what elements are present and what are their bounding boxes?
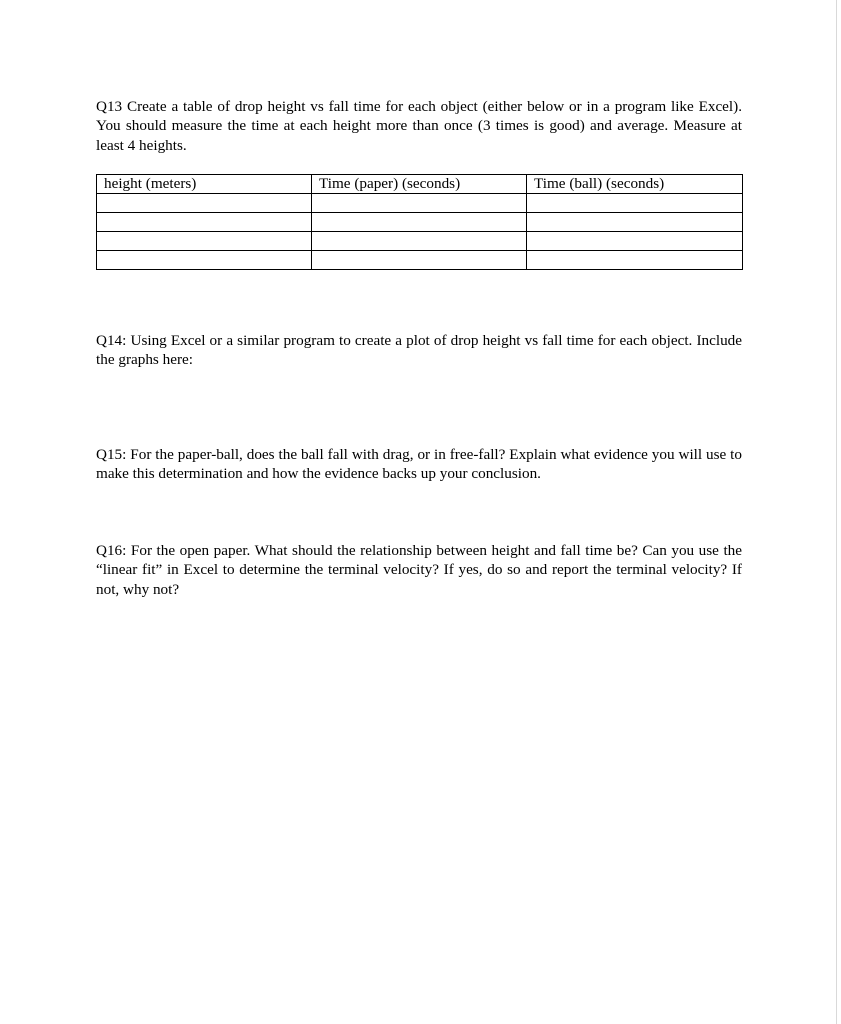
height-time-table (96, 174, 743, 270)
question-15-text: Q15: For the paper-ball, does the ball fall with drag, or in free-fall? Explain what evidence you will use to make this determination and how the evidence backs up your conclusion. (96, 446, 742, 483)
table-cell[interactable] (97, 213, 312, 232)
table-cell[interactable] (97, 232, 312, 251)
header-time-paper: Time (paper) (seconds) (312, 175, 527, 194)
table-cell[interactable] (312, 232, 527, 251)
table-cell[interactable] (312, 251, 527, 270)
question-13-text: Q13 Create a table of drop height vs fall time for each object (either below or in a program like Excel). You should measure the time at each height more than once (3 times is good) and average. Measure at least 4 heights. (96, 98, 742, 154)
table-cell[interactable] (527, 232, 743, 251)
table-row (97, 251, 743, 270)
table-row (97, 213, 743, 232)
table-row (97, 194, 743, 213)
table-cell[interactable] (312, 213, 527, 232)
table-row (97, 232, 743, 251)
header-time-ball: Time (ball) (seconds) (527, 175, 743, 194)
page-edge-divider (836, 0, 837, 1024)
table-cell[interactable] (527, 213, 743, 232)
table-cell[interactable] (97, 194, 312, 213)
table-header-row (97, 175, 743, 194)
table-cell[interactable] (527, 194, 743, 213)
header-height: height (meters) (97, 175, 312, 194)
table-cell[interactable] (97, 251, 312, 270)
table-cell[interactable] (527, 251, 743, 270)
table-cell[interactable] (312, 194, 527, 213)
question-14-text: Q14: Using Excel or a similar program to create a plot of drop height vs fall time for each object. Include the graphs here: (96, 332, 742, 369)
question-16-text: Q16: For the open paper. What should the relationship between height and fall time be? Can you use the “linear fit” in Excel to determine the terminal velocity? If yes, do so and report the terminal velocity? If not, why not? (96, 542, 742, 598)
